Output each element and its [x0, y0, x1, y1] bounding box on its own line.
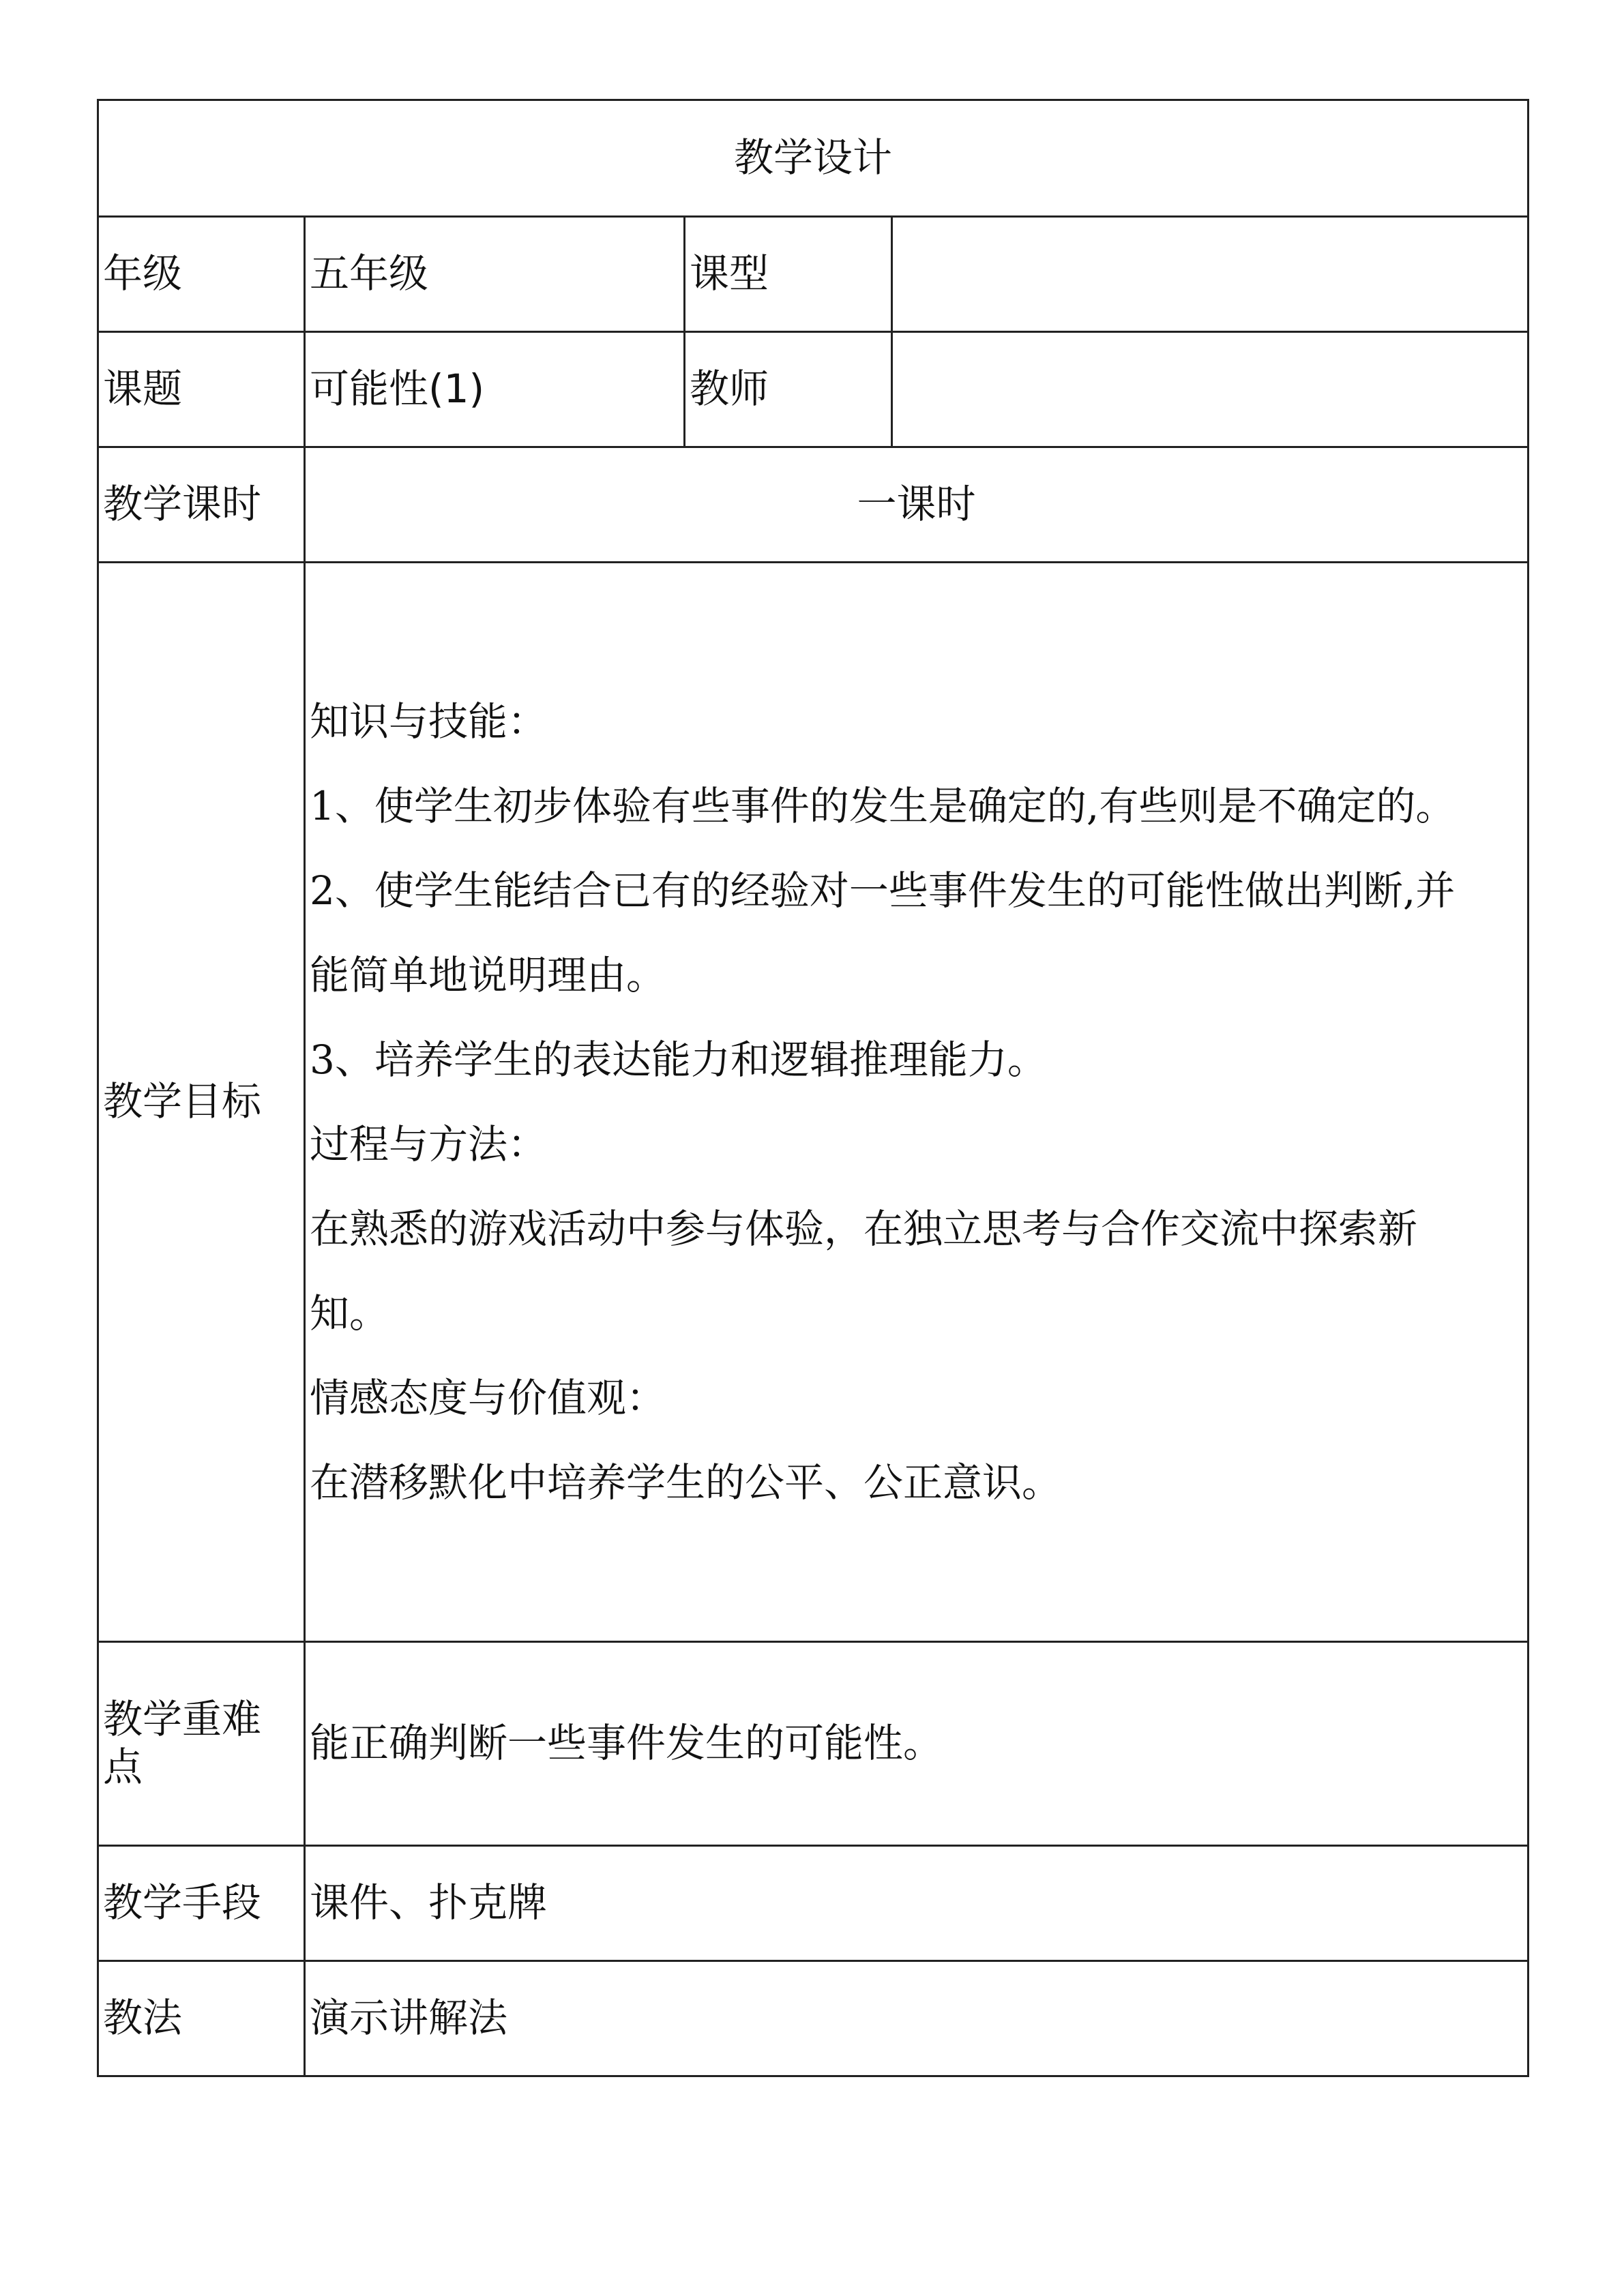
goals-row	[98, 563, 1529, 1642]
period-value: 一课时	[305, 447, 1529, 563]
type-label: 课型	[685, 217, 892, 332]
keypoint-row	[98, 1642, 1529, 1846]
grade-row	[98, 217, 1529, 332]
topic-row	[98, 332, 1529, 447]
keypoint-value: 能正确判断一些事件发生的可能性。	[305, 1642, 1529, 1846]
goals-line: 在熟悉的游戏活动中参与体验，在独立思考与合作交流中探索新	[310, 1206, 1418, 1252]
type-value	[892, 217, 1529, 332]
goals-label: 教学目标	[98, 563, 305, 1642]
goals-line: 1、使学生初步体验有些事件的发生是确定的,有些则是不确定的。	[310, 783, 1456, 829]
means-label: 教学手段	[98, 1846, 305, 1961]
title-row	[98, 100, 1529, 217]
means-value: 课件、扑克牌	[305, 1846, 1529, 1961]
goals-line: 3、培养学生的表达能力和逻辑推理能力。	[310, 1037, 1047, 1083]
lesson-plan-table	[97, 99, 1529, 2077]
method-label: 教法	[98, 1961, 305, 2076]
means-row	[98, 1846, 1529, 1961]
topic-value: 可能性(1)	[305, 332, 685, 447]
goals-line: 知识与技能：	[310, 698, 548, 745]
goals-line: 能简单地说明理由。	[310, 952, 666, 998]
grade-value: 五年级	[305, 217, 685, 332]
teacher-value	[892, 332, 1529, 447]
keypoint-label-line1: 教学重难	[103, 1696, 262, 1743]
goals-line: 2、使学生能结合已有的经验对一些事件发生的可能性做出判断,并	[310, 867, 1456, 914]
period-row	[98, 447, 1529, 563]
method-value: 演示讲解法	[305, 1961, 1529, 2076]
goals-line: 情感态度与价值观：	[310, 1375, 666, 1421]
method-row	[98, 1961, 1529, 2076]
goals-line: 过程与方法：	[310, 1121, 548, 1167]
keypoint-label	[98, 1642, 305, 1846]
table-title: 教学设计	[98, 100, 1529, 217]
goals-line: 知。	[310, 1290, 389, 1337]
keypoint-label-line2: 点	[103, 1744, 143, 1790]
teacher-label: 教师	[685, 332, 892, 447]
grade-label: 年级	[98, 217, 305, 332]
goals-line: 在潜移默化中培养学生的公平、公正意识。	[310, 1459, 1062, 1506]
goals-content	[305, 563, 1529, 1642]
topic-label: 课题	[98, 332, 305, 447]
period-label: 教学课时	[98, 447, 305, 563]
